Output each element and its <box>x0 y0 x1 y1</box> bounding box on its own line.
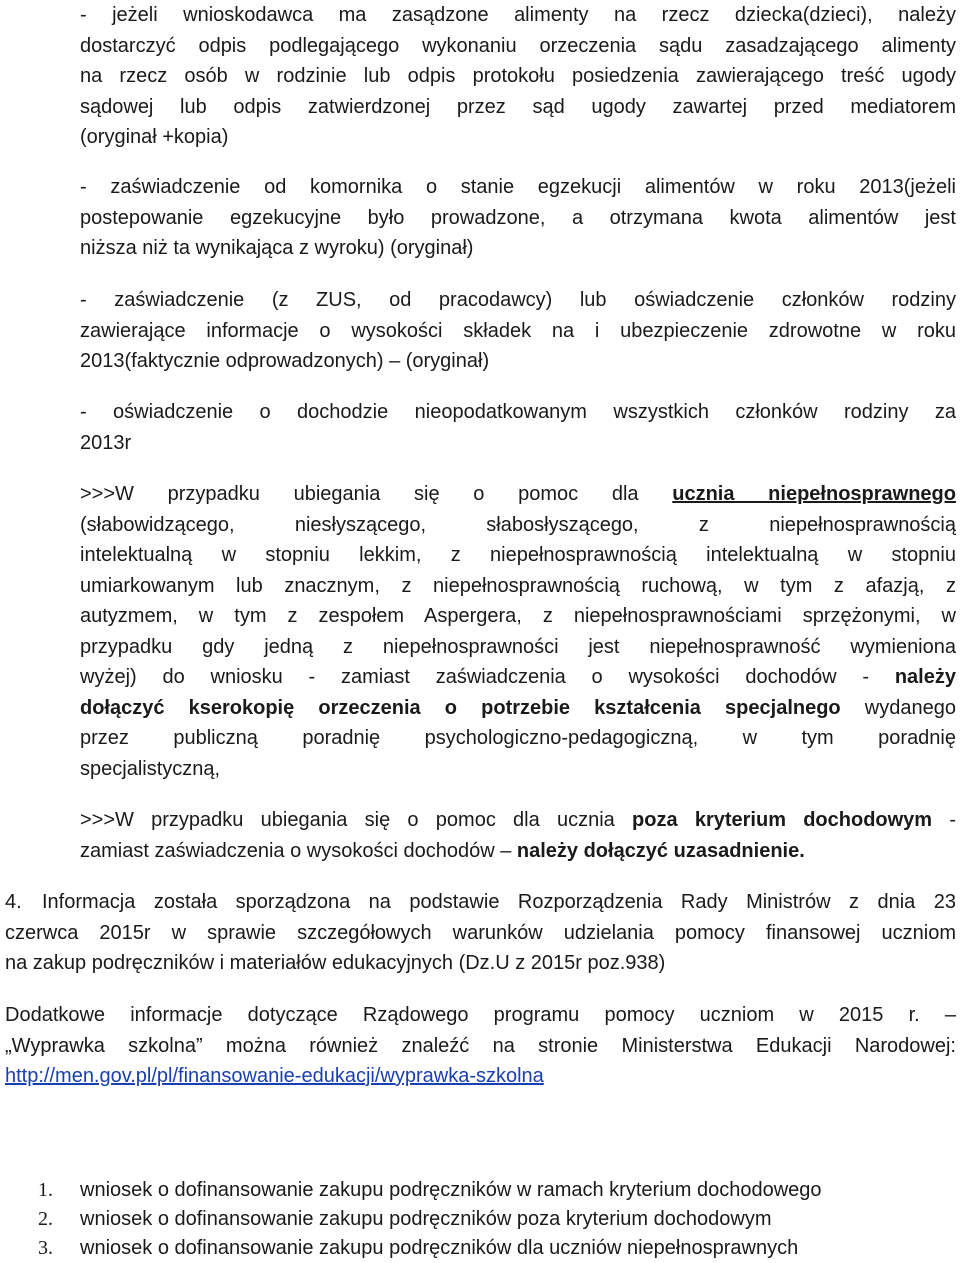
paragraph-poza-kryterium <box>80 805 956 866</box>
list-number: 3. <box>38 1237 53 1259</box>
list-item-text: wniosek o dofinansowanie zakupu podręczników dla uczniów niepełnosprawnych <box>80 1237 799 1259</box>
text-line: sądowej lub odpis zatwierdzonej przez sąd ugody zawartej przed mediatorem <box>80 95 956 118</box>
list-number: 2. <box>38 1208 53 1230</box>
text-line: postepowanie egzekucyjne było prowadzone, a otrzymana kwota alimentów jest <box>80 206 956 229</box>
text-line: dostarczyć odpis podlegającego wykonaniu orzeczenia sądu zasadzającego alimenty <box>80 34 956 57</box>
text-line: 2013(faktycznie odprowadzonych) – (oryginał) <box>80 350 490 372</box>
text-line: na zakup podręczników i materiałów edukacyjnych (Dz.U z 2015r poz.938) <box>5 952 666 974</box>
text-run: wyżej) do wniosku - zamiast zaświadczenia o wysokości dochodów - <box>80 666 895 688</box>
text-line: - zaświadczenie (z ZUS, od pracodawcy) lub oświadczenie członków rodziny <box>80 289 956 311</box>
section-number: 4. <box>5 891 22 913</box>
text-line: intelektualną w stopniu lekkim, z niepełnosprawnością intelektualną w stopniu <box>80 544 956 566</box>
bold-text: ucznia niepełnosprawnego <box>672 483 956 505</box>
text-line <box>5 1061 956 1092</box>
attachments-list <box>38 1176 822 1263</box>
text-line: - zaświadczenie od komornika o stanie egzekucji alimentów w roku 2013(jeżeli <box>80 176 956 198</box>
list-item-text: wniosek o dofinansowanie zakupu podręczników w ramach kryterium dochodowego <box>80 1179 822 1201</box>
text-line: czerwca 2015r w sprawie szczegółowych warunków udzielania pomocy finansowej uczniom <box>5 921 956 944</box>
list-item-text: wniosek o dofinansowanie zakupu podręczników poza kryterium dochodowym <box>80 1208 772 1230</box>
paragraph-dodatkowe <box>5 1000 956 1092</box>
text-run: >>>W przypadku ubiegania się o pomoc dla <box>80 483 673 505</box>
list-item <box>38 1234 822 1263</box>
text-line: - jeżeli wnioskodawca ma zasądzone alimenty na rzecz dziecka(dzieci), należy <box>80 4 956 26</box>
paragraph-informacja <box>5 887 956 979</box>
text-line: autyzmem, w tym z zespołem Aspergera, z niepełnosprawnościami sprzężonymi, w <box>80 605 956 627</box>
text-run: >>>W przypadku ubiegania się o pomoc dla ucznia <box>80 809 633 831</box>
bold-text: poza kryterium dochodowym <box>632 809 933 831</box>
ministry-link[interactable]: http://men.gov.pl/pl/finansowanie-edukacji/wyprawka-szkolna <box>5 1065 544 1087</box>
text-line <box>5 887 956 918</box>
paragraph-dochod <box>80 397 956 458</box>
text-line <box>80 693 956 724</box>
text-line: specjalistyczną, <box>80 757 221 780</box>
text-line <box>80 479 956 510</box>
text-line <box>80 805 956 836</box>
text-line <box>80 662 956 693</box>
text-run: zamiast zaświadczenia o wysokości dochodów – <box>80 839 517 862</box>
bold-text: dołączyć kserokopię orzeczenia o potrzebie kształcenia specjalnego <box>80 696 841 719</box>
text-line <box>80 836 956 867</box>
text-line: Dodatkowe informacje dotyczące Rządowego programu pomocy uczniom w 2015 r. – <box>5 1004 956 1026</box>
paragraph-niepelnosprawny <box>80 479 956 784</box>
text-line: zawierające informacje o wysokości składek na i ubezpieczenie zdrowotne w roku <box>80 319 956 342</box>
bold-text: należy <box>894 666 956 688</box>
text-run: Informacja została sporządzona na podstawie Rozporządzenia Rady Ministrów z dnia 23 <box>42 891 956 913</box>
text-line: umiarkowanym lub znacznym, z niepełnosprawnością ruchową, w tym z afazją, z <box>80 574 956 597</box>
bold-text: należy dołączyć uzasadnienie. <box>516 839 805 862</box>
text-line: na rzecz osób w rodzinie lub odpis protokołu posiedzenia zawierającego treść ugody <box>80 65 956 87</box>
text-line: „Wyprawka szkolna” można również znaleźć na stronie Ministerstwa Edukacji Narodowej: <box>5 1034 956 1057</box>
list-item <box>38 1205 822 1234</box>
text-line: niższa niż ta wynikająca z wyroku) (oryginał) <box>80 237 474 259</box>
text-run: - <box>932 809 956 831</box>
list-number: 1. <box>38 1179 53 1201</box>
list-item <box>38 1176 822 1205</box>
text-line: (oryginał +kopia) <box>80 126 229 148</box>
paragraph-alimenty <box>80 0 956 153</box>
text-line: 2013r <box>80 431 132 454</box>
text-line: przez publiczną poradnię psychologiczno-pedagogiczną, w tym poradnię <box>80 727 956 749</box>
text-line: (słabowidzącego, niesłyszącego, słabosłyszącego, z niepełnosprawnością <box>80 513 956 536</box>
text-line: - oświadczenie o dochodzie nieopodatkowanym wszystkich członków rodziny za <box>80 401 956 423</box>
paragraph-zus <box>80 285 956 377</box>
text-run: wydanego <box>840 696 956 719</box>
text-line: przypadku gdy jedną z niepełnosprawności jest niepełnosprawność wymieniona <box>80 635 956 658</box>
paragraph-komornik <box>80 172 956 264</box>
